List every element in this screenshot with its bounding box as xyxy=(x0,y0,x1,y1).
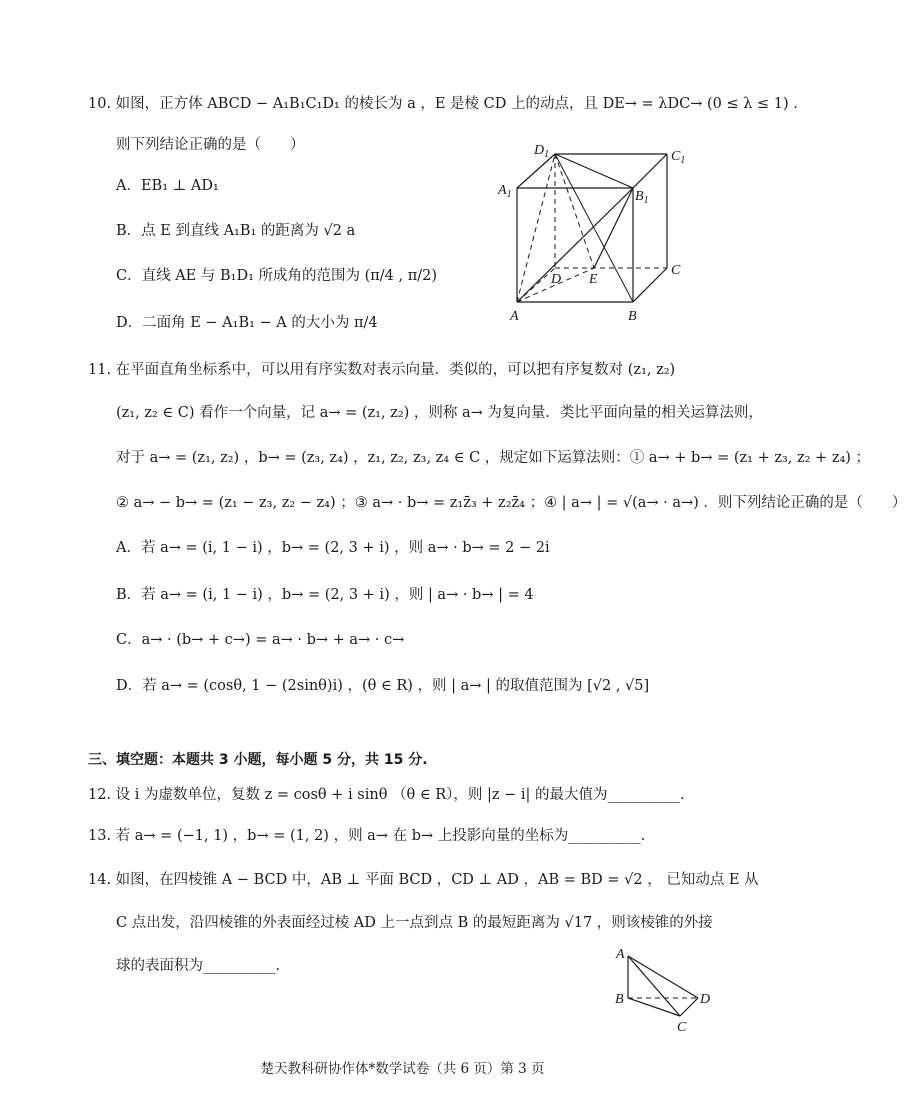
tetra-label-a: A xyxy=(616,947,625,962)
section3-title: 三、填空题：本题共 3 小题，每小题 5 分，共 15 分. xyxy=(88,752,428,768)
cube-label-c1: $C_1$ xyxy=(671,149,686,166)
q11-stem-line2: (z₁, z₂ ∈ C) 看作一个向量，记 a→ = (z₁, z₂) ，则称 a→ 为复向量．类比平面向量的相关运算法则， xyxy=(116,405,763,421)
q11-stem-line1: 11. 在平面直角坐标系中，可以用有序实数对表示向量．类似的，可以把有序复数对 (z₁, z₂) xyxy=(88,362,676,378)
q11-option-c: C．a→ · (b→ + c→) = a→ · b→ + a→ · c→ xyxy=(116,632,405,648)
q10-option-a: A．EB₁ ⊥ AD₁ xyxy=(116,178,219,194)
cube-label-b1: $B_1$ xyxy=(635,189,649,206)
q11-option-d: D．若 a→ = (cosθ, 1 − (2sinθ)i) ，(θ ∈ R) ，则 | a→ | 的取值范围为 [√2 , √5] xyxy=(116,678,650,694)
cube-label-d: D xyxy=(551,272,562,287)
page-footer: 楚天教科研协作体*数学试卷（共 6 页）第 3 页 xyxy=(260,1061,545,1077)
q10-stem-line2: 则下列结论正确的是（ ） xyxy=(116,137,305,153)
cube-label-a: A xyxy=(510,309,519,324)
q14-stem-line1: 14. 如图，在四棱锥 A − BCD 中，AB ⊥ 平面 BCD ，CD ⊥ AD ，AB = BD = √2 ， 已知动点 E 从 xyxy=(88,872,759,888)
cube-figure xyxy=(490,138,700,328)
q11-option-a: A．若 a→ = (i, 1 − i) ，b→ = (2, 3 + i) ，则 a→ · b→ = 2 − 2i xyxy=(116,540,550,556)
tetra-label-c: C xyxy=(677,1020,687,1035)
cube-label-e: E xyxy=(589,272,598,287)
q10-option-c: C．直线 AE 与 B₁D₁ 所成角的范围为 (π/4 , π/2) xyxy=(116,268,438,284)
q13-text: 13. 若 a→ = (−1, 1) ，b→ = (1, 2) ，则 a→ 在 b→ 上投影向量的坐标为__________. xyxy=(88,828,646,844)
q11-option-b: B．若 a→ = (i, 1 − i) ，b→ = (2, 3 + i) ，则 | a→ · b→ | = 4 xyxy=(116,587,534,603)
cube-label-a1: $A_1$ xyxy=(498,183,512,200)
q10-option-b: B．点 E 到直线 A₁B₁ 的距离为 √2 a xyxy=(116,223,356,239)
q11-stem-line3: 对于 a→ = (z₁, z₂) ，b→ = (z₃, z₄) ，z₁, z₂, z₃, z₄ ∈ C ，规定如下运算法则：① a→ + b→ = (z₁ + z₃, z₂ + z₄) ； xyxy=(116,450,871,466)
tetrahedron-figure xyxy=(610,942,720,1036)
q10-option-d: D．二面角 E − A₁B₁ − A 的大小为 π/4 xyxy=(116,315,378,331)
q14-stem-line2: C 点出发，沿四棱锥的外表面经过棱 AD 上一点到点 B 的最短距离为 √17 ，则该棱锥的外接 xyxy=(116,915,713,931)
q11-stem-line4: ② a→ − b→ = (z₁ − z₃, z₂ − z₄) ；③ a→ · b→ = z₁z̄₃ + z₂z̄₄ ；④ | a→ | = √(a→ · a→) ．则下列结论正确的是（ ） xyxy=(116,495,906,511)
cube-label-b: B xyxy=(628,309,637,324)
cube-label-d1: $D_1$ xyxy=(534,143,550,160)
q12-text: 12. 设 i 为虚数单位，复数 z = cosθ + i sinθ （θ ∈ R），则 |z − i| 的最大值为__________． xyxy=(88,787,695,803)
cube-label-c: C xyxy=(671,263,681,278)
q14-stem-line3: 球的表面积为__________. xyxy=(116,958,281,974)
tetra-label-b: B xyxy=(615,992,624,1007)
tetra-label-d: D xyxy=(700,992,711,1007)
q10-stem-line1: 10. 如图，正方体 ABCD − A₁B₁C₁D₁ 的棱长为 a ，E 是棱 CD 上的动点，且 DE→ = λDC→ (0 ≤ λ ≤ 1) . xyxy=(88,96,798,112)
